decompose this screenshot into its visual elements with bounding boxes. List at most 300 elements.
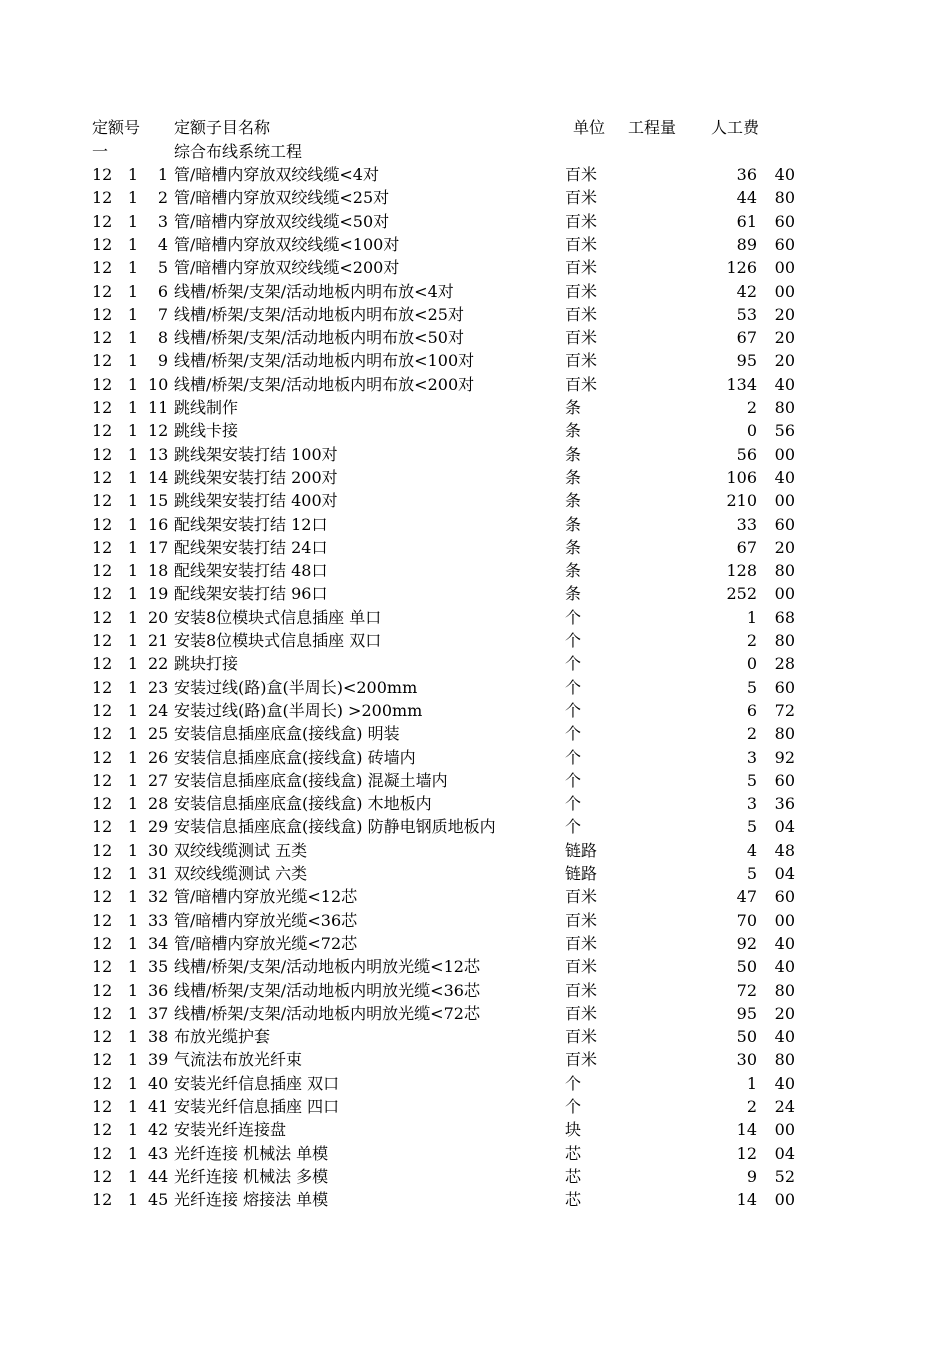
unit-cell: 百米: [565, 165, 598, 184]
code-subgroup-cell: 1: [127, 887, 138, 907]
header-row: [0, 116, 950, 139]
item-name-cell: 光纤连接 熔接法 单模: [174, 1190, 329, 1210]
labor-decimal-cell: 60: [774, 770, 795, 790]
labor-integer-cell: 134: [726, 374, 757, 394]
labor-decimal-cell: 60: [774, 234, 795, 254]
code-subgroup-cell: 1: [127, 188, 138, 208]
item-name-cell: 配线架安装打结 96口: [174, 584, 328, 604]
code-group-cell: 12: [92, 234, 113, 254]
labor-integer-cell: 95: [736, 1003, 757, 1023]
unit-cell: 百米: [565, 304, 598, 324]
code-item-cell: 6: [157, 281, 168, 301]
code-subgroup-cell: 1: [127, 514, 138, 534]
code-subgroup-cell: 1: [127, 677, 138, 697]
table-row: [0, 373, 950, 396]
code-group-cell: 12: [92, 1050, 113, 1070]
labor-decimal-cell: 60: [774, 514, 795, 534]
labor-decimal-cell: 72: [774, 700, 795, 720]
labor-integer-cell: 50: [736, 957, 757, 977]
code-group-cell: 12: [92, 584, 113, 604]
code-subgroup-cell: 1: [127, 1073, 138, 1093]
header-unit: 单位: [573, 118, 606, 137]
labor-integer-cell: 67: [736, 328, 757, 348]
code-group-cell: 12: [92, 631, 113, 650]
code-group-cell: 12: [92, 957, 113, 977]
item-name-cell: 安装信息插座底盒(接线盒) 砖墙内: [174, 747, 416, 767]
labor-decimal-cell: 60: [774, 887, 795, 907]
unit-cell: 个: [565, 817, 582, 837]
labor-decimal-cell: 00: [774, 491, 795, 511]
labor-decimal-cell: 48: [774, 840, 795, 860]
labor-decimal-cell: 60: [774, 677, 795, 697]
code-subgroup-cell: 1: [127, 304, 138, 324]
labor-decimal-cell: 40: [774, 165, 795, 184]
code-item-cell: 31: [148, 864, 169, 883]
code-item-cell: 18: [148, 561, 169, 581]
code-item-cell: 21: [148, 631, 169, 650]
code-subgroup-cell: 1: [127, 584, 138, 604]
item-name-cell: 线槽/桥架/支架/活动地板内明布放<50对: [174, 328, 464, 348]
unit-cell: 块: [565, 1120, 582, 1140]
labor-decimal-cell: 20: [774, 1003, 795, 1023]
item-name-cell: 光纤连接 机械法 多模: [174, 1166, 329, 1186]
code-item-cell: 7: [157, 304, 168, 324]
table-row: [0, 186, 950, 209]
code-subgroup-cell: 1: [127, 933, 138, 953]
code-subgroup-cell: 1: [127, 957, 138, 977]
unit-cell: 条: [565, 421, 582, 441]
item-name-cell: 安装8位模块式信息插座 双口: [174, 631, 382, 650]
code-subgroup-cell: 1: [127, 444, 138, 464]
table-row: [0, 210, 950, 233]
labor-decimal-cell: 80: [774, 561, 795, 581]
table-row: [0, 792, 950, 815]
labor-decimal-cell: 00: [774, 281, 795, 301]
labor-integer-cell: 106: [726, 467, 757, 487]
unit-cell: 个: [565, 677, 582, 697]
code-subgroup-cell: 1: [127, 817, 138, 837]
code-subgroup-cell: 1: [127, 211, 138, 231]
labor-integer-cell: 92: [736, 933, 757, 953]
item-name-cell: 安装信息插座底盒(接线盒) 防静电钢质地板内: [174, 817, 496, 837]
labor-integer-cell: 95: [736, 351, 757, 371]
labor-integer-cell: 126: [726, 258, 757, 278]
table-row: [0, 396, 950, 419]
code-group-cell: 12: [92, 654, 113, 674]
labor-integer-cell: 2: [746, 724, 757, 744]
table-row: [0, 256, 950, 279]
item-name-cell: 配线架安装打结 12口: [174, 514, 328, 534]
labor-integer-cell: 61: [736, 211, 757, 231]
code-subgroup-cell: 1: [127, 234, 138, 254]
labor-decimal-cell: 04: [774, 864, 795, 883]
code-subgroup-cell: 1: [127, 840, 138, 860]
labor-decimal-cell: 60: [774, 211, 795, 231]
labor-decimal-cell: 20: [774, 537, 795, 557]
code-group-cell: 12: [92, 607, 113, 627]
unit-cell: 个: [565, 770, 582, 790]
item-name-cell: 管/暗槽内穿放双绞线缆<50对: [174, 211, 390, 231]
code-group-cell: 12: [92, 467, 113, 487]
code-group-cell: 12: [92, 794, 113, 814]
table-row: [0, 1142, 950, 1165]
labor-decimal-cell: 40: [774, 933, 795, 953]
table-row: [0, 466, 950, 489]
table-row: [0, 909, 950, 932]
unit-cell: 百米: [565, 234, 598, 254]
item-name-cell: 安装过线(路)盒(半周长) >200mm: [174, 700, 423, 720]
code-item-cell: 44: [148, 1166, 169, 1186]
item-name-cell: 跳线架安装打结 200对: [174, 467, 338, 487]
table-row: [0, 1188, 950, 1211]
unit-cell: 百米: [565, 887, 598, 907]
code-subgroup-cell: 1: [127, 747, 138, 767]
unit-cell: 链路: [565, 840, 598, 860]
code-item-cell: 26: [148, 747, 169, 767]
code-item-cell: 17: [148, 537, 169, 557]
labor-integer-cell: 12: [736, 1143, 757, 1163]
table-row: [0, 769, 950, 792]
labor-decimal-cell: 04: [774, 1143, 795, 1163]
code-item-cell: 12: [148, 421, 169, 441]
code-subgroup-cell: 1: [127, 537, 138, 557]
unit-cell: 芯: [565, 1166, 582, 1186]
code-item-cell: 14: [148, 467, 169, 487]
table-row: [0, 699, 950, 722]
code-group-cell: 12: [92, 724, 113, 744]
item-name-cell: 安装光纤信息插座 四口: [174, 1097, 340, 1116]
item-name-cell: 安装过线(路)盒(半周长)<200mm: [174, 677, 418, 697]
labor-decimal-cell: 40: [774, 374, 795, 394]
unit-cell: 个: [565, 631, 582, 650]
code-group-cell: 12: [92, 677, 113, 697]
table-row: [0, 559, 950, 582]
unit-cell: 个: [565, 1097, 582, 1116]
code-group-cell: 12: [92, 304, 113, 324]
labor-integer-cell: 210: [726, 491, 757, 511]
unit-cell: 个: [565, 607, 582, 627]
code-item-cell: 15: [148, 491, 169, 511]
code-subgroup-cell: 1: [127, 328, 138, 348]
code-item-cell: 41: [148, 1097, 169, 1116]
unit-cell: 百米: [565, 188, 598, 208]
item-name-cell: 管/暗槽内穿放双绞线缆<100对: [174, 234, 400, 254]
item-name-cell: 跳线架安装打结 100对: [174, 444, 338, 464]
table-row: [0, 326, 950, 349]
section-row: [0, 140, 950, 163]
table-row: [0, 1048, 950, 1071]
table-row: [0, 582, 950, 605]
labor-decimal-cell: 68: [774, 607, 795, 627]
unit-cell: 条: [565, 444, 582, 464]
item-name-cell: 安装光纤信息插座 双口: [174, 1073, 340, 1093]
code-subgroup-cell: 1: [127, 491, 138, 511]
code-group-cell: 12: [92, 421, 113, 441]
labor-integer-cell: 6: [746, 700, 757, 720]
table-row: [0, 489, 950, 512]
labor-integer-cell: 3: [746, 794, 757, 814]
item-name-cell: 安装8位模块式信息插座 单口: [174, 607, 382, 627]
code-subgroup-cell: 1: [127, 1027, 138, 1047]
labor-decimal-cell: 20: [774, 304, 795, 324]
code-item-cell: 34: [148, 933, 169, 953]
code-item-cell: 42: [148, 1120, 169, 1140]
code-item-cell: 10: [148, 374, 169, 394]
unit-cell: 个: [565, 724, 582, 744]
unit-cell: 条: [565, 398, 582, 417]
code-subgroup-cell: 1: [127, 864, 138, 883]
labor-decimal-cell: 00: [774, 1120, 795, 1140]
header-name: 定额子目名称: [174, 118, 271, 137]
item-name-cell: 线槽/桥架/支架/活动地板内明布放<4对: [174, 281, 454, 301]
labor-integer-cell: 50: [736, 1027, 757, 1047]
code-group-cell: 12: [92, 188, 113, 208]
code-subgroup-cell: 1: [127, 467, 138, 487]
unit-cell: 条: [565, 514, 582, 534]
labor-integer-cell: 9: [746, 1166, 757, 1186]
unit-cell: 百米: [565, 933, 598, 953]
code-item-cell: 11: [148, 398, 169, 417]
code-item-cell: 20: [148, 607, 169, 627]
header-quantity: 工程量: [628, 118, 677, 137]
labor-integer-cell: 0: [746, 421, 757, 441]
header-labor: 人工费: [711, 118, 760, 137]
code-subgroup-cell: 1: [127, 1190, 138, 1210]
table-row: [0, 606, 950, 629]
unit-cell: 百米: [565, 281, 598, 301]
item-name-cell: 跳线架安装打结 400对: [174, 491, 338, 511]
unit-cell: 条: [565, 561, 582, 581]
labor-integer-cell: 70: [736, 910, 757, 930]
item-name-cell: 跳线制作: [174, 398, 239, 417]
code-subgroup-cell: 1: [127, 724, 138, 744]
labor-integer-cell: 14: [736, 1120, 757, 1140]
table-row: [0, 443, 950, 466]
unit-cell: 百米: [565, 1050, 598, 1070]
code-group-cell: 12: [92, 1027, 113, 1047]
code-item-cell: 23: [148, 677, 169, 697]
code-group-cell: 12: [92, 328, 113, 348]
code-group-cell: 12: [92, 1097, 113, 1116]
table-row: [0, 1025, 950, 1048]
code-subgroup-cell: 1: [127, 770, 138, 790]
code-subgroup-cell: 1: [127, 607, 138, 627]
item-name-cell: 线槽/桥架/支架/活动地板内明放光缆<72芯: [174, 1003, 480, 1023]
unit-cell: 百米: [565, 1027, 598, 1047]
item-name-cell: 布放光缆护套: [174, 1027, 271, 1047]
table-row: [0, 1118, 950, 1141]
code-subgroup-cell: 1: [127, 910, 138, 930]
code-group-cell: 12: [92, 817, 113, 837]
item-name-cell: 安装信息插座底盒(接线盒) 明装: [174, 724, 400, 744]
labor-integer-cell: 128: [726, 561, 757, 581]
labor-integer-cell: 2: [746, 398, 757, 417]
labor-integer-cell: 5: [746, 864, 757, 883]
code-item-cell: 39: [148, 1050, 169, 1070]
code-group-cell: 12: [92, 491, 113, 511]
code-subgroup-cell: 1: [127, 258, 138, 278]
item-name-cell: 线槽/桥架/支架/活动地板内明放光缆<36芯: [174, 980, 480, 1000]
item-name-cell: 跳线卡接: [174, 421, 239, 441]
code-item-cell: 1: [157, 165, 168, 184]
labor-decimal-cell: 20: [774, 328, 795, 348]
code-group-cell: 12: [92, 281, 113, 301]
labor-decimal-cell: 80: [774, 188, 795, 208]
code-item-cell: 16: [148, 514, 169, 534]
item-name-cell: 管/暗槽内穿放双绞线缆<4对: [174, 165, 379, 184]
labor-decimal-cell: 24: [774, 1097, 795, 1116]
table-row: [0, 1165, 950, 1188]
code-item-cell: 30: [148, 840, 169, 860]
unit-cell: 个: [565, 700, 582, 720]
code-group-cell: 12: [92, 165, 113, 184]
code-subgroup-cell: 1: [127, 794, 138, 814]
unit-cell: 百米: [565, 258, 598, 278]
item-name-cell: 配线架安装打结 24口: [174, 537, 328, 557]
table-row: [0, 815, 950, 838]
unit-cell: 百米: [565, 374, 598, 394]
labor-integer-cell: 5: [746, 677, 757, 697]
labor-integer-cell: 4: [746, 840, 757, 860]
code-group-cell: 12: [92, 933, 113, 953]
code-subgroup-cell: 1: [127, 351, 138, 371]
item-name-cell: 线槽/桥架/支架/活动地板内明布放<100对: [174, 351, 475, 371]
code-subgroup-cell: 1: [127, 1050, 138, 1070]
unit-cell: 条: [565, 584, 582, 604]
labor-decimal-cell: 28: [774, 654, 795, 674]
code-subgroup-cell: 1: [127, 1120, 138, 1140]
code-group-cell: 12: [92, 1166, 113, 1186]
labor-decimal-cell: 04: [774, 817, 795, 837]
code-group-cell: 12: [92, 700, 113, 720]
code-item-cell: 28: [148, 794, 169, 814]
labor-integer-cell: 14: [736, 1190, 757, 1210]
code-item-cell: 40: [148, 1073, 169, 1093]
labor-decimal-cell: 80: [774, 980, 795, 1000]
labor-integer-cell: 56: [736, 444, 757, 464]
item-name-cell: 管/暗槽内穿放双绞线缆<25对: [174, 188, 390, 208]
table-row: [0, 652, 950, 675]
labor-integer-cell: 252: [726, 584, 757, 604]
code-item-cell: 2: [157, 188, 168, 208]
section-marker: 一: [92, 142, 109, 161]
unit-cell: 百米: [565, 980, 598, 1000]
labor-decimal-cell: 40: [774, 467, 795, 487]
table-row: [0, 629, 950, 652]
table-row: [0, 419, 950, 442]
labor-integer-cell: 0: [746, 654, 757, 674]
item-name-cell: 安装光纤连接盘: [174, 1120, 287, 1140]
labor-decimal-cell: 80: [774, 398, 795, 417]
table-row: [0, 676, 950, 699]
code-subgroup-cell: 1: [127, 1097, 138, 1116]
code-subgroup-cell: 1: [127, 1166, 138, 1186]
unit-cell: 个: [565, 794, 582, 814]
labor-integer-cell: 36: [736, 165, 757, 184]
unit-cell: 百米: [565, 351, 598, 371]
code-subgroup-cell: 1: [127, 1003, 138, 1023]
code-item-cell: 32: [148, 887, 169, 907]
labor-integer-cell: 30: [736, 1050, 757, 1070]
labor-decimal-cell: 00: [774, 258, 795, 278]
table-row: [0, 1002, 950, 1025]
item-name-cell: 光纤连接 机械法 单模: [174, 1143, 329, 1163]
code-item-cell: 22: [148, 654, 169, 674]
code-group-cell: 12: [92, 747, 113, 767]
code-item-cell: 9: [157, 351, 168, 371]
code-group-cell: 12: [92, 1190, 113, 1210]
code-item-cell: 36: [148, 980, 169, 1000]
code-item-cell: 29: [148, 817, 169, 837]
item-name-cell: 线槽/桥架/支架/活动地板内明布放<25对: [174, 304, 464, 324]
labor-decimal-cell: 56: [774, 421, 795, 441]
labor-integer-cell: 3: [746, 747, 757, 767]
labor-integer-cell: 2: [746, 1097, 757, 1116]
table-row: [0, 163, 950, 186]
item-name-cell: 线槽/桥架/支架/活动地板内明布放<200对: [174, 374, 475, 394]
code-group-cell: 12: [92, 537, 113, 557]
code-subgroup-cell: 1: [127, 654, 138, 674]
labor-integer-cell: 5: [746, 817, 757, 837]
table-row: [0, 932, 950, 955]
code-item-cell: 5: [157, 258, 168, 278]
code-item-cell: 45: [148, 1190, 169, 1210]
labor-decimal-cell: 80: [774, 631, 795, 650]
code-subgroup-cell: 1: [127, 561, 138, 581]
code-subgroup-cell: 1: [127, 1143, 138, 1163]
code-group-cell: 12: [92, 561, 113, 581]
code-group-cell: 12: [92, 1073, 113, 1093]
labor-decimal-cell: 52: [774, 1166, 795, 1186]
table-row: [0, 722, 950, 745]
unit-cell: 个: [565, 747, 582, 767]
labor-integer-cell: 89: [736, 234, 757, 254]
table-row: [0, 233, 950, 256]
item-name-cell: 管/暗槽内穿放双绞线缆<200对: [174, 258, 400, 278]
unit-cell: 百米: [565, 957, 598, 977]
code-group-cell: 12: [92, 887, 113, 907]
unit-cell: 百米: [565, 1003, 598, 1023]
item-name-cell: 管/暗槽内穿放光缆<72芯: [174, 933, 358, 953]
code-item-cell: 19: [148, 584, 169, 604]
section-title: 综合布线系统工程: [174, 142, 303, 161]
code-item-cell: 8: [157, 328, 168, 348]
code-group-cell: 12: [92, 351, 113, 371]
labor-decimal-cell: 00: [774, 910, 795, 930]
table-row: [0, 349, 950, 372]
unit-cell: 芯: [565, 1143, 582, 1163]
code-group-cell: 12: [92, 980, 113, 1000]
code-item-cell: 27: [148, 770, 169, 790]
table-row: [0, 839, 950, 862]
code-group-cell: 12: [92, 514, 113, 534]
code-item-cell: 37: [148, 1003, 169, 1023]
table-row: [0, 885, 950, 908]
code-item-cell: 38: [148, 1027, 169, 1047]
item-name-cell: 安装信息插座底盒(接线盒) 木地板内: [174, 794, 432, 814]
code-subgroup-cell: 1: [127, 281, 138, 301]
code-group-cell: 12: [92, 840, 113, 860]
code-group-cell: 12: [92, 374, 113, 394]
code-item-cell: 3: [157, 211, 168, 231]
labor-integer-cell: 2: [746, 631, 757, 650]
labor-integer-cell: 67: [736, 537, 757, 557]
code-group-cell: 12: [92, 398, 113, 417]
code-group-cell: 12: [92, 770, 113, 790]
code-subgroup-cell: 1: [127, 700, 138, 720]
code-item-cell: 43: [148, 1143, 169, 1163]
unit-cell: 百米: [565, 910, 598, 930]
